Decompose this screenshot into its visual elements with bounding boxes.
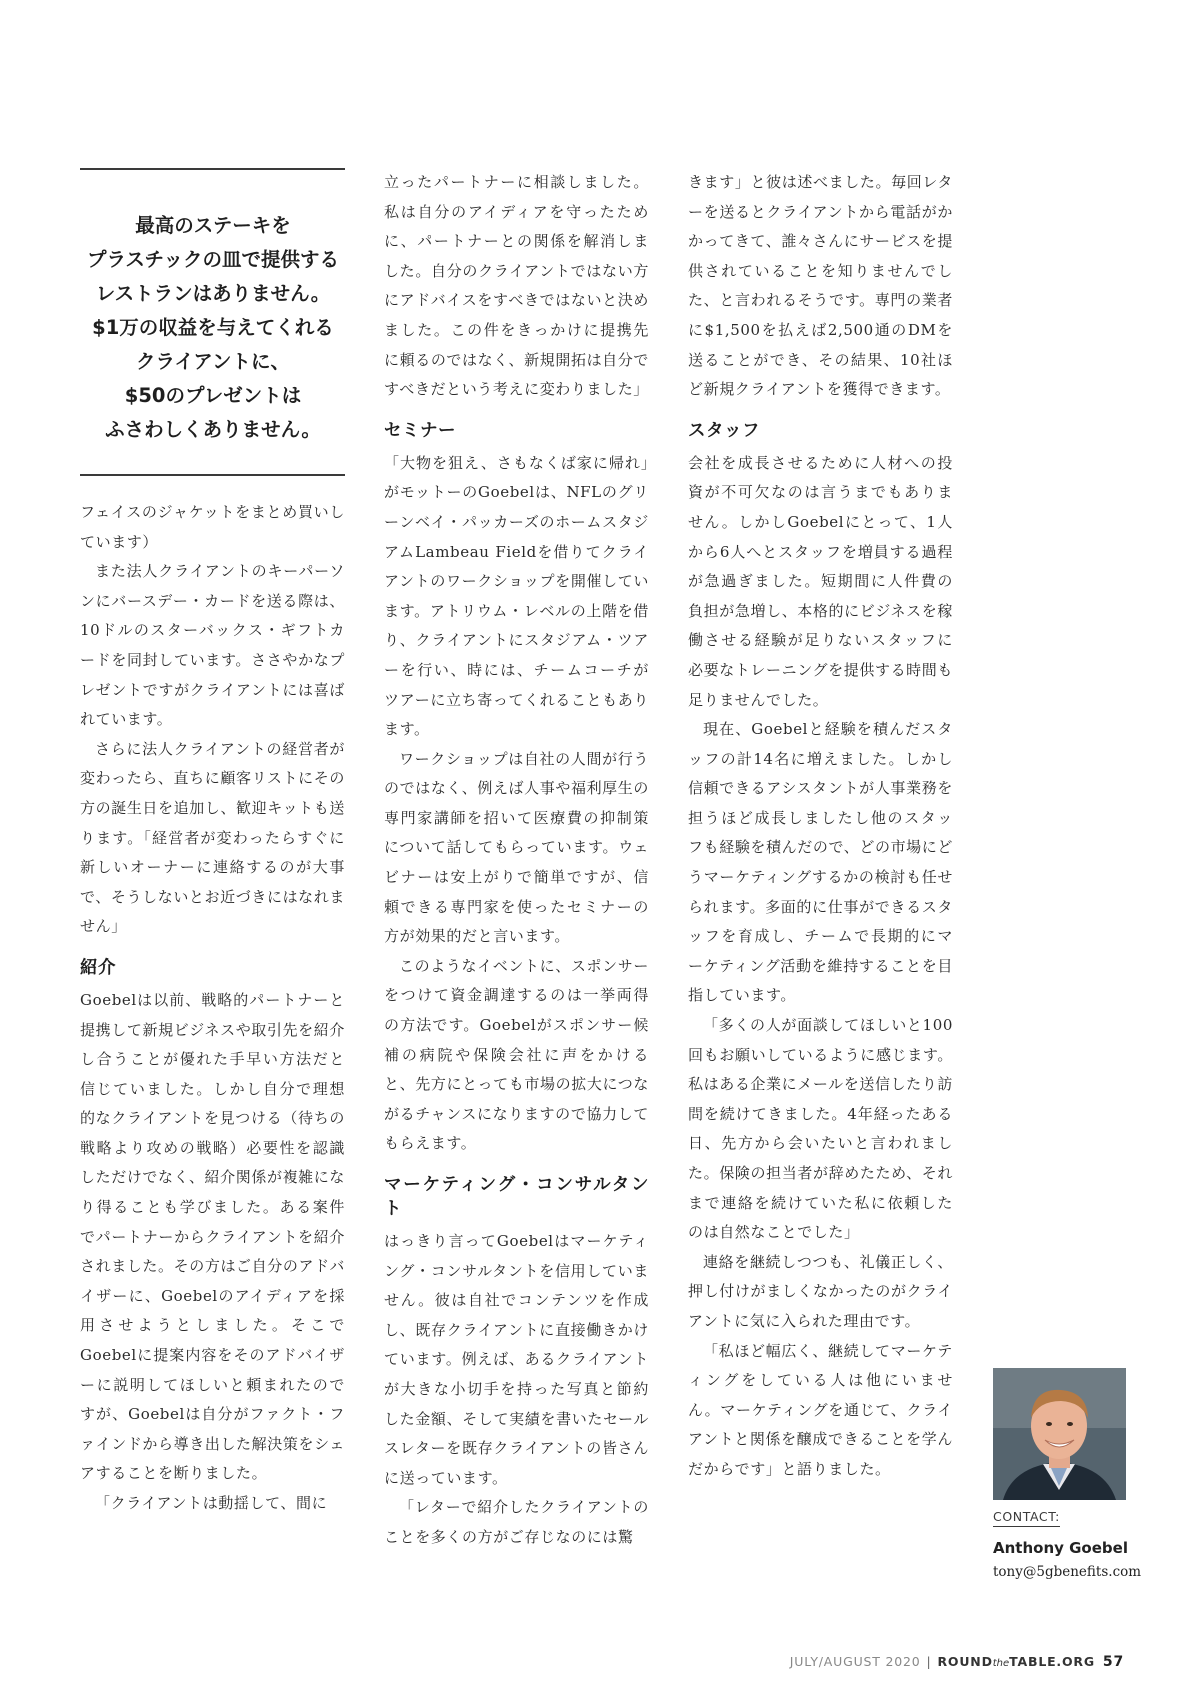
brand-part: TABLE.ORG [1009,1654,1095,1669]
pullquote-line: $1万の収益を与えてくれる [92,316,334,339]
paragraph: 「クライアントは動揺して、間に [95,1494,328,1512]
pullquote-line: クライアントに、 [135,350,291,373]
contact-email-link[interactable]: tony@5gbenefits.com [993,1564,1142,1580]
portrait-illustration [993,1368,1126,1500]
paragraph: 連絡を継続しつつも、礼儀正しく、押し付けがましくなかったのがクライアントに気に入られた理由です。 [688,1252,953,1330]
contact-name: Anthony Goebel [993,1539,1128,1557]
publication-brand [938,1654,1095,1669]
paragraph: 「私ほど幅広く、継続してマーケティングをしている人は他にいません。マーケティングを通じて、クライアントと関係を醸成できることを学んだからです」と語りました。 [688,1341,953,1478]
pullquote-line: 最高のステーキを [135,214,291,237]
paragraph: このようなイベントに、スポンサーをつけて資金調達するのは一挙両得の方法です。Goebelがスポンサー候補の病院や保険会社に声をかけると、先方にとっても市場の拡大につながるチャンスになりますので協力してもらえます。 [384,956,649,1153]
paragraph: 「多くの人が面談してほしいと100回もお願いしているように感じます。私はある企業にメールを送信したり訪問を続けてきました。4年経ったある日、先方から会いたいと言われました。保険の担当者が辞めたため、それまで連絡を続けていた私に依頼したのは自然なことでした」 [688,1016,953,1242]
page-footer [790,1653,1124,1673]
article-column-2 [384,168,649,1553]
page-number: 57 [1102,1654,1124,1670]
paragraph: きます」と彼は述べました。毎回レターを送るとクライアントから電話がかかってきて、誰々さんにサービスを提供されていることを知りませんでした、と言われるそうです。専門の業者に$1,500を払えば2,500通のDMを送ることができ、その結果、10社ほど新規クライアントを獲得できます。 [688,173,953,399]
article-column-3 [688,168,953,1485]
section-heading-staff: スタッフ [688,420,760,441]
pullquote-top-rule [80,168,345,170]
paragraph: 現在、Goebelと経験を積んだスタッフの計14名に増えました。しかし信頼できるアシスタントが人事業務を担うほど成長しましたし他のスタッフも経験を積んだので、どの市場にどうマーケティングするかの検討も任せられます。多面的に仕事ができるスタッフを育成し、チームで長期的にマーケティング活動を維持することを目指しています。 [688,720,953,1005]
pullquote-line: レストランはありません。 [95,282,331,305]
paragraph: フェイスのジャケットをまとめ買いしています） [80,503,345,551]
pullquote-line: プラスチックの皿で提供する [87,248,339,271]
pullquote-bottom-rule [80,474,345,476]
paragraph: Goebelは以前、戦略的パートナーと提携して新規ビジネスや取引先を紹介し合うことが優れた手早い方法だと信じていました。しかし自分で理想的なクライアントを見つける（待ちの戦略より攻めの戦略）必要性を認識しただけでなく、紹介関係が複雑になり得ることも学びました。ある案件でパートナーからクライアントを紹介されました。その方はご自分のアドバイザーに、Goebelのアイディアを採用させようとしました。そこでGoebelに提案内容をそのアドバイザーに説明してほしいと頼まれたのですが、Goebelは自分がファクト・ファインドから導き出した解決策をシェアすることを断りました。 [80,990,345,1483]
paragraph: さらに法人クライアントの経営者が変わったら、直ちに顧客リストにその方の誕生日を追加し、歓迎キットも送ります。「経営者が変わったらすぐに新しいオーナーに連絡するのが大事で、そうしないとお近づきにはなれません」 [80,739,345,936]
brand-part: the [992,1658,1010,1669]
issue-date: JULY/AUGUST 2020 [789,1654,921,1669]
pullquote-line: $50のプレゼントは [124,384,302,407]
paragraph: 会社を成長させるために人材への投資が不可欠なのは言うまでもありません。しかしGoebelにとって、1人から6人へとスタッフを増員する過程が急過ぎました。短期間に人件費の負担が急増し、本格的にビジネスを稼働させる経験が足りないスタッフに必要なトレーニングを提供する時間も足りませんでした。 [688,453,953,709]
brand-part: ROUND [937,1654,993,1669]
contact-label: CONTACT: [993,1509,1060,1527]
pullquote [72,209,354,447]
paragraph: 「レターで紹介したクライアントのことを多くの方がご存じなのには驚 [384,1498,649,1546]
article-column-1 [80,498,345,1519]
paragraph: ワークショップは自社の人間が行うのではなく、例えば人事や福利厚生の専門家講師を招いて医療費の抑制策について話してもらっています。ウェビナーは安上がりで簡単ですが、信頼できる専門家を使ったセミナーの方が効果的だと言います。 [384,749,649,946]
paragraph: はっきり言ってGoebelはマーケティング・コンサルタントを信用していません。彼は自社でコンテンツを作成し、既存クライアントに直接働きかけています。例えば、あるクライアントが大きな小切手を持った写真と節約した金額、そして実績を書いたセールスレターを既存クライアントの皆さんに送っています。 [384,1232,649,1487]
section-heading-marketing-consultant: マーケティング・コンサルタント [384,1175,649,1219]
footer-separator: | [926,1654,932,1669]
paragraph: また法人クライアントのキーパーソンにバースデー・カードを送る際は、10ドルのスターバックス・ギフトカードを同封しています。ささやかなプレゼントですがクライアントには喜ばれています。 [80,562,345,729]
paragraph: 立ったパートナーに相談しました。私は自分のアイディアを守ったために、パートナーとの関係を解消しました。自分のクライアントではない方にアドバイスをすべきではないと決めました。この件をきっかけに提携先に頼るのではなく、新規開拓は自分ですべきだという考えに変わりました」 [384,173,649,399]
paragraph: 「大物を狙え、さもなくば家に帰れ」がモットーのGoebelは、NFLのグリーンベイ・パッカーズのホームスタジアムLambeau Fieldを借りてクライアントのワークショップを開催しています。アトリウム・レベルの上階を借り、クライアントにスタジアム・ツアーを行い、時には、チームコーチがツアーに立ち寄ってくれることもあります。 [384,453,649,739]
section-heading-referral: 紹介 [80,957,116,978]
author-portrait-photo [993,1368,1126,1500]
pullquote-line: ふさわしくありません。 [105,418,321,441]
section-heading-seminar: セミナー [384,420,456,441]
